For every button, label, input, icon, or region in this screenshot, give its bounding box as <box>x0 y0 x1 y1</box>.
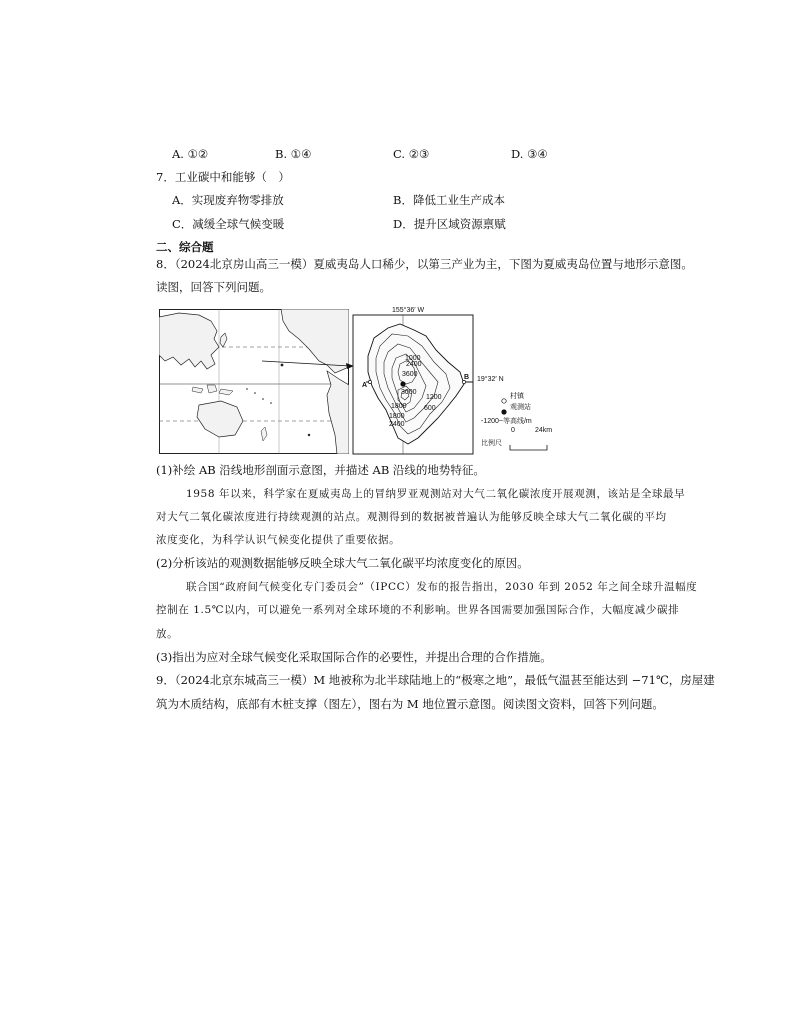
q8-stem-line1: 8．（2024北京房山高三一模）夏威夷岛人口稀少，以第三产业为主，下图为夏威夷岛位置与地形示意图。 <box>156 257 693 271</box>
q6-option-b: B. ①④ <box>275 147 312 161</box>
q7-option-c: C．减缓全球气候变暖 <box>172 217 285 231</box>
q7-option-b: B．降低工业生产成本 <box>393 193 505 207</box>
station-legend-icon <box>500 403 510 413</box>
q9-stem-line2: 筑为木质结构，底部有木桩支撑（图左），图右为 M 地位置示意图。阅读图文资料，回答下列问题。 <box>156 697 664 711</box>
contour-label: 2400 <box>389 421 405 428</box>
contour-label: 3000 <box>401 389 417 396</box>
q6-option-a: A. ①② <box>172 147 209 161</box>
q9-stem-line1: 9．（2024北京东城高三一模）M 地被称为北半球陆地上的“极寒之地”，最低气温甚至能达到 −71℃，房屋建 <box>156 673 715 687</box>
q8-material1-line3: 浓度变化，为科学认识气候变化提供了重要依据。 <box>156 534 401 546</box>
contour-label: 3600 <box>402 371 418 378</box>
contour-label: 1800 <box>389 413 405 420</box>
scale-bar <box>509 437 549 445</box>
q7-option-a: A．实现废弃物零排放 <box>172 193 284 207</box>
town-legend-label: 村镇 <box>510 393 524 400</box>
hawaii-topo-figure <box>352 302 482 456</box>
contour-label: 2400 <box>406 361 422 368</box>
world-map-figure <box>159 309 349 454</box>
q8-sub2: (2)分析该站的观测数据能够反映全球大气二氧化碳平均浓度变化的原因。 <box>156 556 529 570</box>
town-legend-icon <box>500 392 510 402</box>
q6-option-d: D. ③④ <box>511 147 548 161</box>
q8-sub3: (3)指出为应对全球气候变化采取国际合作的必要性，并提出合理的合作措施。 <box>156 650 552 664</box>
point-a-label: A <box>362 382 368 389</box>
section-title: 二、综合题 <box>156 240 214 254</box>
q8-material2-line3: 放。 <box>156 628 179 640</box>
latitude-label: 19°32′ N <box>477 376 504 383</box>
q8-material2-line1: 联合国“政府间气候变化专门委员会”（IPCC）发布的报告指出，2030 年到 2052 年之间全球升温幅度 <box>186 581 698 593</box>
pointer-arrow <box>260 355 360 375</box>
station-legend-label: 观测站 <box>510 404 531 411</box>
q8-material2-line2: 控制在 1.5℃以内，可以避免一系列对全球环境的不利影响。世界各国需要加强国际合作，大幅度减少碳排 <box>156 604 680 616</box>
contour-label: 1200 <box>426 394 442 401</box>
q7-stem: 7．工业碳中和能够（ ） <box>156 170 290 184</box>
q8-stem-line2: 读图，回答下列问题。 <box>156 280 271 294</box>
q8-material1-line2: 对大气二氧化碳浓度进行持续观测的站点。观测得到的数据被普遍认为能够反映全球大气二氧化碳的平均 <box>156 511 667 523</box>
contour-label: 600 <box>424 405 436 412</box>
q8-material1-line1: 1958 年以来，科学家在夏威夷岛上的冒纳罗亚观测站对大气二氧化碳浓度开展观测，该站是全球最早 <box>186 488 686 500</box>
contour-legend-label: -1200~等高线/m <box>481 418 532 425</box>
q8-sub1: (1)补绘 AB 沿线地形剖面示意图，并描述 AB 沿线的地势特征。 <box>156 463 485 477</box>
q7-option-d: D．提升区域资源禀赋 <box>393 217 506 231</box>
scale-value: 24km <box>535 427 553 434</box>
contour-label: 1000 <box>405 355 421 362</box>
observatory-marker <box>400 381 405 386</box>
q6-option-c: C. ②③ <box>393 147 430 161</box>
point-b-label: B <box>464 374 470 381</box>
longitude-label: 155°36′ W <box>392 307 425 314</box>
contour-label: 1800 <box>391 403 407 410</box>
scale-zero: 0 <box>511 427 515 434</box>
scale-label: 比例尺 <box>481 440 502 447</box>
